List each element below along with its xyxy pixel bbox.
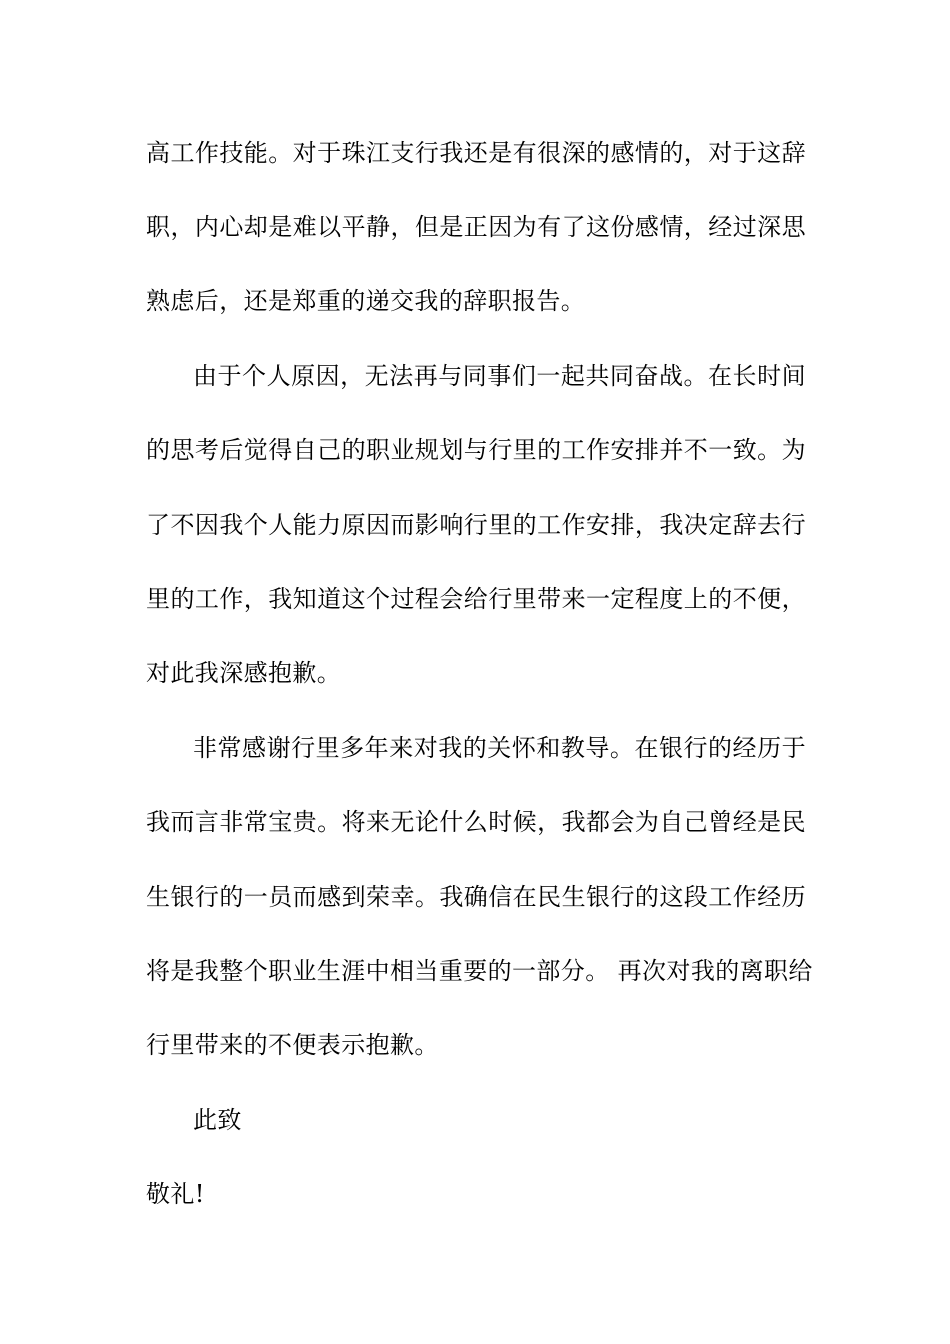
paragraph-1-line-3: 熟虑后，还是郑重的递交我的辞职报告。 xyxy=(146,287,586,315)
paragraph-3-line-5: 行里带来的不便表示抱歉。 xyxy=(146,1031,439,1059)
paragraph-2-line-5: 对此我深感抱歉。 xyxy=(146,659,342,687)
closing-salutation: 此致 xyxy=(193,1106,242,1134)
paragraph-2-line-2: 的思考后觉得自己的职业规划与行里的工作安排并不一致。为 xyxy=(146,436,806,464)
paragraph-2-line-4: 里的工作，我知道这个过程会给行里带来一定程度上的不便， xyxy=(146,585,806,613)
paragraph-1-line-2: 职，内心却是难以平静，但是正因为有了这份感情，经过深思 xyxy=(146,213,806,241)
paragraph-3-line-2: 我而言非常宝贵。将来无论什么时候，我都会为自己曾经是民 xyxy=(146,808,806,836)
paragraph-2-line-3: 了不因我个人能力原因而影响行里的工作安排，我决定辞去行 xyxy=(146,511,806,539)
paragraph-2-line-1: 由于个人原因，无法再与同事们一起共同奋战。在长时间 xyxy=(193,362,806,390)
paragraph-1-line-1: 高工作技能。对于珠江支行我还是有很深的感情的，对于这辞 xyxy=(146,139,806,167)
paragraph-3-line-4: 将是我整个职业生涯中相当重要的一部分。 再次对我的离职给 xyxy=(146,957,813,985)
paragraph-3-line-1: 非常感谢行里多年来对我的关怀和教导。在银行的经历于 xyxy=(193,734,806,762)
paragraph-3-line-3: 生银行的一员而感到荣幸。我确信在民生银行的这段工作经历 xyxy=(146,883,806,911)
closing-regards: 敬礼! xyxy=(146,1180,205,1208)
